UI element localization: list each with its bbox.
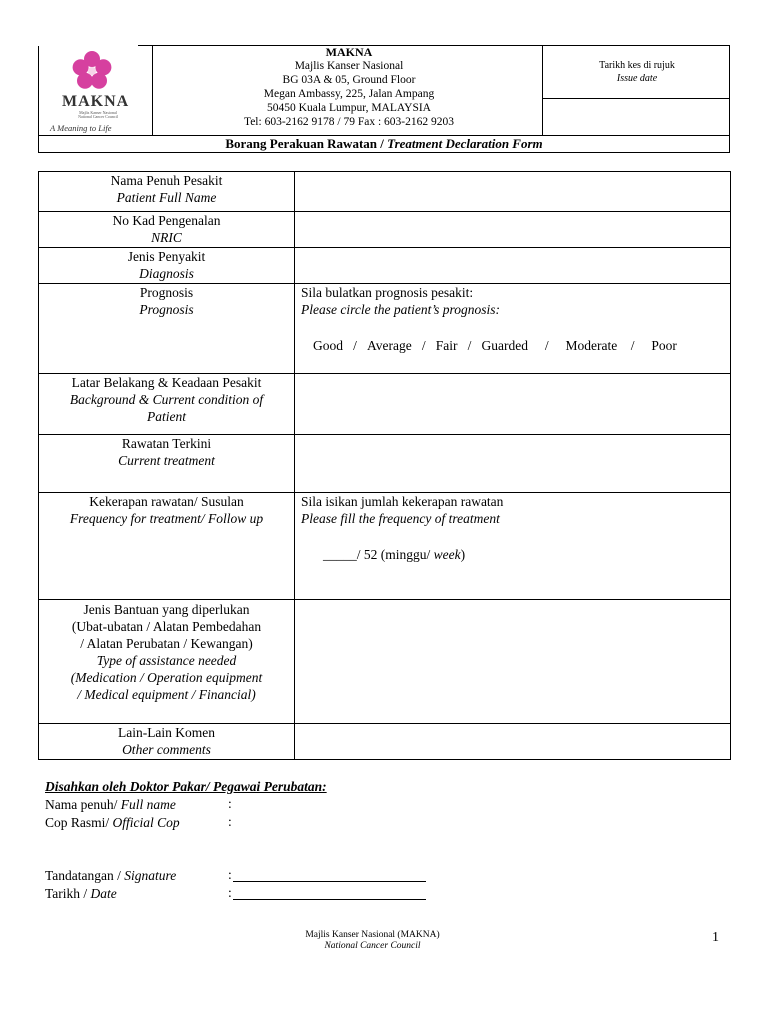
logo-tagline: A Meaning to Life	[50, 123, 112, 133]
separator: /	[457, 338, 482, 353]
label-ms: (Ubat-ubatan / Alatan Pembedahan	[71, 619, 262, 634]
official-cop-label	[45, 814, 180, 832]
form-header	[38, 45, 730, 153]
referral-date-label	[544, 59, 730, 85]
label-en: / Medical equipment / Financial)	[77, 687, 256, 702]
org-phone: Tel: 603-2162 9178 / 79 Fax : 603-2162 9203	[243, 116, 454, 128]
frequency-close: )	[460, 547, 466, 562]
separator: /	[411, 338, 436, 353]
form-title-en: Treatment Declaration Form	[387, 136, 543, 151]
frequency-instruction-ms: Sila isikan jumlah kekerapan rawatan	[301, 494, 504, 509]
prognosis-instruction-ms: Sila bulatkan prognosis pesakit:	[301, 285, 474, 300]
page-number: 1	[712, 930, 719, 945]
row-nric	[39, 212, 731, 248]
label-frequency	[39, 493, 295, 600]
label-ms: / Alatan Perubatan / Kewangan)	[80, 636, 253, 651]
date-label	[45, 885, 117, 903]
official-cop-field[interactable]	[233, 814, 433, 832]
label-ms: Tandatangan /	[45, 868, 125, 883]
referral-label-ms: Tarikh kes di rujuk	[599, 60, 675, 71]
org-name: Majlis Kanser Nasional	[294, 60, 404, 72]
separator: /	[343, 338, 368, 353]
field-other-comments[interactable]	[295, 724, 731, 760]
logo-subtext	[68, 111, 128, 119]
separator: /	[528, 338, 566, 353]
prognosis-options	[301, 337, 730, 354]
label-en: Background & Current condition of	[69, 392, 264, 407]
label-prognosis	[39, 284, 295, 374]
label-ms: Cop Rasmi/	[45, 815, 113, 830]
label-en: Signature	[124, 868, 177, 883]
org-address-3: 50450 Kuala Lumpur, MALAYSIA	[267, 102, 431, 114]
frequency-input[interactable]	[301, 546, 730, 563]
frequency-blank: _____/ 52 (minggu/	[323, 547, 434, 562]
row-prognosis	[39, 284, 731, 374]
label-nric	[39, 212, 295, 248]
signature-line[interactable]	[233, 881, 426, 882]
prognosis-instruction-en: Please circle the patient’s prognosis:	[301, 302, 500, 317]
field-patient-name[interactable]	[295, 172, 731, 212]
signature-label	[45, 867, 176, 885]
label-ms: Prognosis	[139, 285, 194, 300]
label-en: Prognosis	[139, 302, 194, 317]
label-en: Other comments	[122, 742, 211, 757]
logo-name: MAKNA	[62, 93, 130, 110]
form-title	[38, 136, 730, 152]
field-assistance[interactable]	[295, 600, 731, 724]
frequency-week: week	[433, 547, 461, 562]
field-background[interactable]	[295, 374, 731, 435]
label-patient-name	[39, 172, 295, 212]
org-title: MAKNA	[325, 45, 373, 59]
footer-line-1: Majlis Kanser Nasional (MAKNA)	[305, 930, 440, 940]
colon: :	[228, 867, 232, 882]
label-ms: Nama penuh/	[45, 797, 121, 812]
label-en: Date	[90, 886, 117, 901]
label-ms: Tarikh /	[45, 886, 91, 901]
org-address-2: Megan Ambassy, 225, Jalan Ampang	[263, 88, 435, 100]
prognosis-option-fair[interactable]: Fair	[435, 338, 458, 353]
field-nric[interactable]	[295, 212, 731, 248]
label-current-treatment	[39, 435, 295, 493]
prognosis-option-average[interactable]: Average	[367, 338, 412, 353]
label-ms: No Kad Pengenalan	[112, 213, 221, 228]
label-en: Frequency for treatment/ Follow up	[69, 511, 264, 526]
label-ms: Latar Belakang & Keadaan Pesakit	[71, 375, 262, 390]
verify-heading: Disahkan oleh Doktor Pakar/ Pegawai Perubatan:	[45, 779, 327, 794]
form-title-ms: Borang Perakuan Rawatan /	[225, 136, 388, 151]
row-assistance	[39, 600, 731, 724]
row-patient-name	[39, 172, 731, 212]
referral-label-en: Issue date	[616, 73, 658, 84]
label-en: (Medication / Operation equipment	[70, 670, 263, 685]
prognosis-option-poor[interactable]: Poor	[651, 338, 677, 353]
field-frequency	[295, 493, 731, 600]
date-line[interactable]	[233, 899, 426, 900]
row-current-treatment	[39, 435, 731, 493]
prognosis-option-good[interactable]: Good	[313, 338, 343, 353]
label-en: Full name	[120, 797, 176, 812]
label-ms: Rawatan Terkini	[121, 436, 212, 451]
colon: :	[228, 885, 232, 900]
prognosis-option-moderate[interactable]: Moderate	[565, 338, 618, 353]
org-address-1: BG 03A & 05, Ground Floor	[282, 74, 416, 86]
logo-subtext-line: Majlis Kanser Nasional	[79, 110, 117, 115]
row-diagnosis	[39, 248, 731, 284]
label-en: Patient	[147, 409, 186, 424]
label-diagnosis	[39, 248, 295, 284]
frequency-instruction-en: Please fill the frequency of treatment	[301, 511, 500, 526]
org-info	[154, 45, 544, 129]
label-en: Official Cop	[112, 815, 180, 830]
prognosis-option-guarded[interactable]: Guarded	[481, 338, 528, 353]
label-background	[39, 374, 295, 435]
row-other-comments	[39, 724, 731, 760]
field-current-treatment[interactable]	[295, 435, 731, 493]
label-en: Current treatment	[118, 453, 215, 468]
label-ms: Jenis Bantuan yang diperlukan	[83, 602, 250, 617]
declaration-table	[38, 171, 731, 760]
label-ms: Kekerapan rawatan/ Susulan	[89, 494, 244, 509]
row-background	[39, 374, 731, 435]
row-frequency	[39, 493, 731, 600]
footer	[250, 930, 495, 952]
fullname-field[interactable]	[233, 796, 433, 814]
logo-subtext-line: National Cancer Council	[78, 114, 118, 119]
label-ms: Jenis Penyakit	[127, 249, 206, 264]
label-en: Patient Full Name	[116, 190, 217, 205]
label-en: Diagnosis	[139, 266, 194, 281]
flower-icon	[70, 49, 114, 93]
label-ms: Lain-Lain Komen	[117, 725, 216, 740]
referral-date-field[interactable]	[544, 100, 729, 134]
field-diagnosis[interactable]	[295, 248, 731, 284]
label-en: Type of assistance needed	[96, 653, 237, 668]
label-ms: Nama Penuh Pesakit	[110, 173, 223, 188]
separator: /	[617, 338, 652, 353]
makna-logo	[38, 45, 152, 135]
colon: :	[228, 814, 232, 829]
footer-line-2: National Cancer Council	[324, 941, 421, 951]
colon: :	[228, 796, 232, 811]
field-prognosis	[295, 284, 731, 374]
fullname-label	[45, 796, 176, 814]
label-assistance	[39, 600, 295, 724]
label-other-comments	[39, 724, 295, 760]
label-en: NRIC	[151, 230, 182, 245]
